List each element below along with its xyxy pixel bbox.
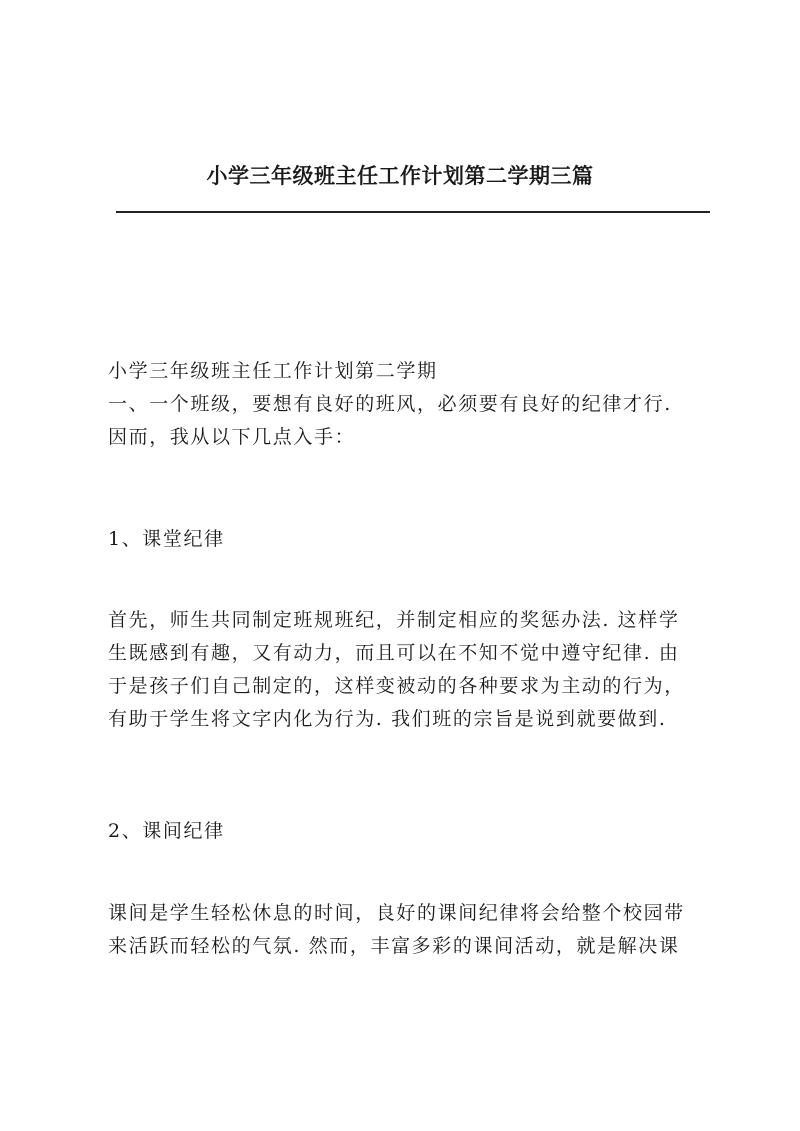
section-heading: 1、课堂纪律 bbox=[108, 528, 225, 550]
section-heading-recess bbox=[108, 815, 708, 848]
intro-line: 一、一个班级，要想有良好的班风，必须要有良好的纪律才行. bbox=[108, 393, 672, 415]
document-title: 小学三年级班主任工作计划第二学期三篇 bbox=[206, 164, 594, 188]
intro-line: 因而，我从以下几点入手： bbox=[108, 426, 356, 448]
paragraph-line: 于是孩子们自己制定的，这样变被动的各种要求为主动的行为， bbox=[108, 675, 685, 697]
paragraph-line: 来活跃而轻松的气氛. 然而，丰富多彩的课间活动，就是解决课 bbox=[108, 935, 680, 957]
paragraph-line: 有助于学生将文字内化为行为. 我们班的宗旨是说到就要做到. bbox=[108, 708, 667, 730]
section-heading: 2、课间纪律 bbox=[108, 820, 225, 842]
title-divider bbox=[116, 211, 710, 213]
intro-block bbox=[108, 355, 708, 454]
section-paragraph-classroom bbox=[108, 604, 708, 736]
subtitle: 小学三年级班主任工作计划第二学期 bbox=[108, 360, 438, 382]
section-heading-classroom bbox=[108, 523, 708, 556]
paragraph-line: 首先，师生共同制定班规班纪，并制定相应的奖惩办法. 这样学 bbox=[108, 609, 680, 631]
paragraph-line: 生既感到有趣，又有动力，而且可以在不知不觉中遵守纪律. 由 bbox=[108, 642, 680, 664]
section-paragraph-recess bbox=[108, 897, 708, 963]
paragraph-line: 课间是学生轻松休息的时间，良好的课间纪律将会给整个校园带 bbox=[108, 902, 685, 924]
